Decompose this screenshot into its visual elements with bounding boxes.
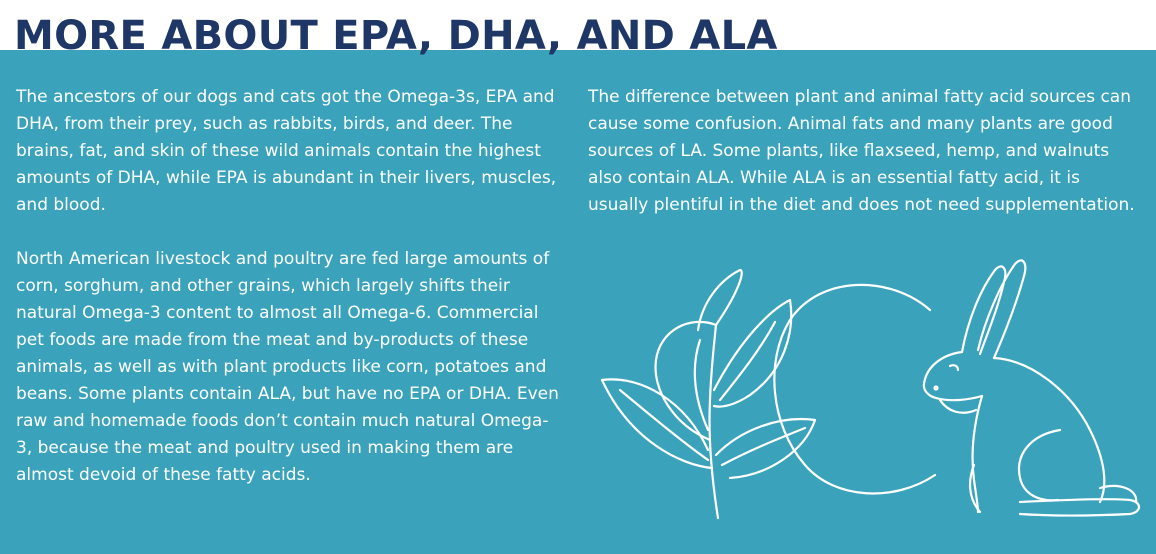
- rabbit-icon: [924, 260, 1139, 515]
- left-paragraph-2: North American livestock and poultry are fed large amounts of corn, sorghum, and other grains, which largely shifts their natural Omega-3 content to almost all Omega-6. Commercial pet foods are made from the meat and by-products of these animals, as well as with plant products like corn, potatoes and beans. Some plants contain ALA, but have no EPA or DHA. Even raw and homemade foods don’t contain much natural Omega-3, because the meat and poultry used in making them are almost devoid of these fatty acids.: [16, 249, 559, 485]
- line-art-illustration: [590, 250, 1150, 522]
- page-title: MORE ABOUT EPA, DHA, AND ALA: [14, 13, 778, 59]
- circle-outline-icon: [774, 285, 935, 494]
- left-paragraph-1: The ancestors of our dogs and cats got the Omega-3s, EPA and DHA, from their prey, such as rabbits, birds, and deer. The brains, fat, and skin of these wild animals contain the highest amounts of DHA, while EPA is abundant in their livers, muscles, and blood.: [16, 87, 557, 215]
- right-paragraph-1: The difference between plant and animal fatty acid sources can cause some confusion. Animal fats and many plants are good sources of LA. Some plants, like flaxseed, hemp, and walnuts also contain ALA. While ALA is an essential fatty acid, it is usually plentiful in the diet and does not need supplementation.: [588, 87, 1135, 215]
- leaf-sprout-icon: [602, 270, 815, 518]
